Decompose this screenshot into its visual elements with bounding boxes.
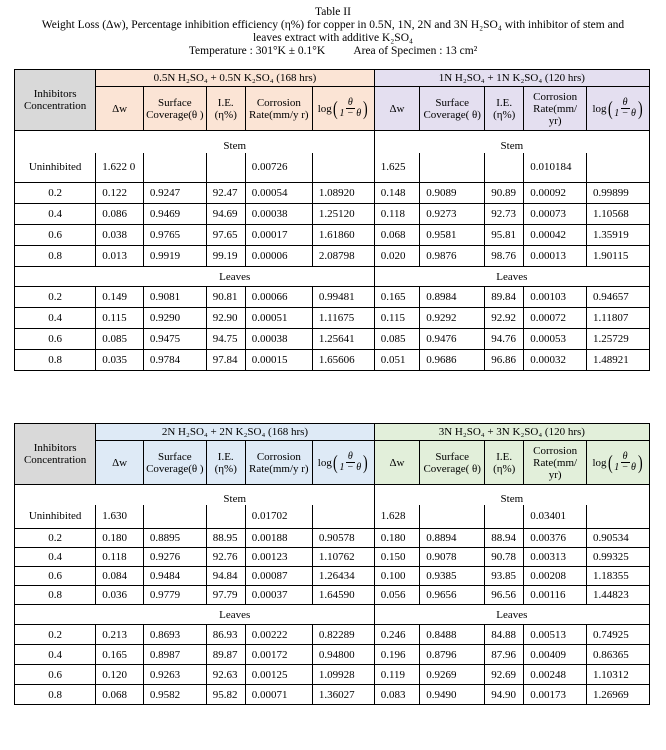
table-cell: 0.8 [15, 350, 96, 371]
table-cell: 0.00125 [245, 665, 312, 685]
table-row [15, 548, 650, 567]
log-header: log ( $\frac{\theta}{1 - \theta}$ ) [592, 97, 643, 120]
table-cell: 92.69 [485, 665, 524, 685]
caption-description: Weight Loss (Δw), Percentage inhibition efficiency (η%) for copper in 0.5N, 1N, 2N and 3N H₂SO₄ with inhibitor of stem and [41, 19, 625, 31]
caption-title: Table II [315, 6, 351, 18]
table-cell: 0.4 [15, 548, 96, 567]
table-cell: 0.00513 [524, 625, 587, 645]
table-cell: 0.00092 [524, 183, 587, 204]
table-cell: 97.79 [206, 586, 245, 605]
table-cell: 96.56 [485, 586, 524, 605]
table-cell: 94.75 [206, 329, 245, 350]
surface-coverage-header: Surface Coverage( θ) [420, 441, 485, 485]
table-row [15, 329, 650, 350]
table-cell: 1.10762 [312, 548, 374, 567]
table-cell: 0.068 [374, 225, 420, 246]
table-cell: 0.2 [15, 183, 96, 204]
table-cell: 1.35919 [587, 225, 650, 246]
table-cell: 92.92 [485, 308, 524, 329]
table-cell: 95.81 [485, 225, 524, 246]
table-cell: 92.47 [206, 183, 245, 204]
table-cell: 1.08920 [312, 183, 374, 204]
table-cell: 0.180 [96, 529, 144, 548]
table-cell: 95.82 [206, 685, 245, 705]
table-cell: 0.9919 [143, 246, 206, 267]
ie-header: I.E. (η%) [206, 87, 245, 131]
table-cell: 0.9765 [143, 225, 206, 246]
table-cell: 0.084 [96, 567, 144, 586]
table-cell: 0.74925 [587, 625, 650, 645]
table-row [15, 225, 650, 246]
corrosion-rate-header: Corrosion Rate(mm/y r) [245, 441, 312, 485]
corrosion-rate-header: Corrosion Rate(mm/ yr) [524, 87, 587, 131]
table-cell: 93.85 [485, 567, 524, 586]
table-cell: 0.94800 [312, 645, 374, 665]
table-cell: 0.2 [15, 529, 96, 548]
surface-coverage-header: Surface Coverage(θ ) [143, 87, 206, 131]
table-cell: 0.083 [374, 685, 420, 705]
table-cell: 0.00172 [245, 645, 312, 665]
table-cell: 1.64590 [312, 586, 374, 605]
uninhibited-label: Uninhibited [15, 153, 96, 183]
table-cell: 0.00017 [245, 225, 312, 246]
table-cell: 0.036 [96, 586, 144, 605]
table-cell: 0.00053 [524, 329, 587, 350]
table-row [15, 685, 650, 705]
dw-header: Δw [96, 87, 144, 131]
table-cell: 0.9469 [143, 204, 206, 225]
table-cell: 1.36027 [312, 685, 374, 705]
table-cell: 0.150 [374, 548, 420, 567]
table-cell: 0.00409 [524, 645, 587, 665]
table-cell: 0.035 [96, 350, 144, 371]
table-cell: 0.00038 [245, 204, 312, 225]
table-cell: 97.84 [206, 350, 245, 371]
table-cell: 1.18355 [587, 567, 650, 586]
table-cell: 1.10312 [587, 665, 650, 685]
table-cell: 0.9490 [420, 685, 485, 705]
table-row [15, 287, 650, 308]
table-cell: 0.00042 [524, 225, 587, 246]
left-condition-title: 2N H₂SO₄ + 2N K₂SO₄ (168 hrs) [96, 424, 374, 441]
inhibitors-header: Inhibitors Concentration [15, 424, 96, 485]
table-cell: 0.246 [374, 625, 420, 645]
table-cell: 0.9581 [420, 225, 485, 246]
table-cell: 0.148 [374, 183, 420, 204]
table-cell: 90.89 [485, 183, 524, 204]
table-cell: 0.4 [15, 204, 96, 225]
table-cell: 0.8796 [420, 645, 485, 665]
table-cell: 0.118 [374, 204, 420, 225]
right-condition-title: 1N H₂SO₄ + 1N K₂SO₄ (120 hrs) [374, 70, 649, 87]
caption-description-cont: leaves extract with additive K₂SO₄ [252, 32, 414, 44]
table-cell: 92.90 [206, 308, 245, 329]
table-cell: 94.76 [485, 329, 524, 350]
table-row [15, 665, 650, 685]
ie-header: I.E. (η%) [206, 441, 245, 485]
ie-header: I.E. (η%) [485, 441, 524, 485]
table-cell: 0.9081 [143, 287, 206, 308]
table-cell: 94.84 [206, 567, 245, 586]
table-cell: 0.120 [96, 665, 144, 685]
table-cell: 0.8693 [143, 625, 206, 645]
table-cell: 1.09928 [312, 665, 374, 685]
table-cell: 0.90578 [312, 529, 374, 548]
table-cell: 0.085 [96, 329, 144, 350]
table-cell: 0.00066 [245, 287, 312, 308]
table-cell: 0.86365 [587, 645, 650, 665]
table-cell: 88.94 [485, 529, 524, 548]
table-cell: 0.9273 [420, 204, 485, 225]
stem-section-label: Stem [96, 139, 374, 153]
table-cell: 0.6 [15, 567, 96, 586]
table-cell: 1.65606 [312, 350, 374, 371]
log-header: log ( $\frac{\theta}{1 - \theta}$ ) [592, 451, 643, 474]
table-cell: 0.9656 [420, 586, 485, 605]
table-row [15, 625, 650, 645]
table-cell: 0.00013 [524, 246, 587, 267]
table-cell: 90.81 [206, 287, 245, 308]
table-cell: 0.00313 [524, 548, 587, 567]
table-cell: 0.8 [15, 586, 96, 605]
table-row [15, 586, 650, 605]
table-cell: 0.00073 [524, 204, 587, 225]
ie-header: I.E. (η%) [485, 87, 524, 131]
table-cell: 0.038 [96, 225, 144, 246]
table-row [15, 567, 650, 586]
table-cell: 0.068 [96, 685, 144, 705]
table-cell: 0.00006 [245, 246, 312, 267]
table-cell: 0.2 [15, 287, 96, 308]
table-cell: 0.9263 [143, 665, 206, 685]
data-table-2 [14, 423, 650, 705]
table-cell: 1.25120 [312, 204, 374, 225]
table-cell: 0.00222 [245, 625, 312, 645]
data-table-1 [14, 69, 650, 371]
table-cell: 0.00188 [245, 529, 312, 548]
table-cell: 86.93 [206, 625, 245, 645]
table-cell: 0.213 [96, 625, 144, 645]
table-cell: 0.085 [374, 329, 420, 350]
table-cell: 0.8 [15, 685, 96, 705]
table-cell: 0.100 [374, 567, 420, 586]
dw-header: Δw [96, 441, 144, 485]
table-cell: 0.99899 [587, 183, 650, 204]
table-cell: 1.61860 [312, 225, 374, 246]
table-cell: 99.19 [206, 246, 245, 267]
stem-section-label: Stem [96, 493, 374, 505]
table-cell: 0.6 [15, 329, 96, 350]
surface-coverage-header: Surface Coverage( θ) [420, 87, 485, 131]
table-cell: 0.99325 [587, 548, 650, 567]
table-cell: 0.086 [96, 204, 144, 225]
table-cell: 0.00116 [524, 586, 587, 605]
table-cell: 0.00248 [524, 665, 587, 685]
table-cell: 0.8894 [420, 529, 485, 548]
table-cell: 98.76 [485, 246, 524, 267]
table-cell: 0.00726 [245, 153, 312, 183]
table-cell: 1.11807 [587, 308, 650, 329]
table-cell: 0.196 [374, 645, 420, 665]
leaves-section-label: Leaves [374, 267, 649, 287]
corrosion-rate-header: Corrosion Rate(mm/ yr) [524, 441, 587, 485]
surface-coverage-header: Surface Coverage(θ ) [143, 441, 206, 485]
table-cell: 92.76 [206, 548, 245, 567]
table-cell: 89.84 [485, 287, 524, 308]
table-cell: 0.9476 [420, 329, 485, 350]
table-cell: 0.9686 [420, 350, 485, 371]
table-cell: 0.9247 [143, 183, 206, 204]
table-cell: 84.88 [485, 625, 524, 645]
table-cell: 0.9475 [143, 329, 206, 350]
table-cell: 0.01702 [245, 505, 312, 529]
table-cell: 1.11675 [312, 308, 374, 329]
table-cell: 0.9290 [143, 308, 206, 329]
table-cell: 1.630 [96, 505, 144, 529]
table-cell: 0.115 [374, 308, 420, 329]
table-row [15, 308, 650, 329]
uninhibited-label: Uninhibited [15, 505, 96, 529]
table-cell: 0.9078 [420, 548, 485, 567]
dw-header: Δw [374, 441, 420, 485]
dw-header: Δw [374, 87, 420, 131]
table-cell: 0.00015 [245, 350, 312, 371]
table-cell: 0.9784 [143, 350, 206, 371]
table-cell: 0.00087 [245, 567, 312, 586]
table-row [15, 246, 650, 267]
table-cell: 0.180 [374, 529, 420, 548]
table-cell: 96.86 [485, 350, 524, 371]
log-header: log ( $\frac{\theta}{1 - \theta}$ ) [317, 451, 368, 474]
table-cell: 0.013 [96, 246, 144, 267]
table-cell: 89.87 [206, 645, 245, 665]
log-header: log ( $\frac{\theta}{1 - \theta}$ ) [317, 97, 368, 120]
table-cell: 94.90 [485, 685, 524, 705]
table-cell: 0.00032 [524, 350, 587, 371]
table-cell: 90.78 [485, 548, 524, 567]
table-cell: 0.8488 [420, 625, 485, 645]
table-cell: 1.26969 [587, 685, 650, 705]
table-cell: 0.9269 [420, 665, 485, 685]
table-cell: 1.10568 [587, 204, 650, 225]
table-cell: 0.9276 [143, 548, 206, 567]
table-cell: 0.8895 [143, 529, 206, 548]
table-cell: 94.69 [206, 204, 245, 225]
table-cell: 87.96 [485, 645, 524, 665]
table-row [15, 645, 650, 665]
table-row [15, 529, 650, 548]
table-cell: 0.165 [96, 645, 144, 665]
table-cell: 1.90115 [587, 246, 650, 267]
table-cell: 0.00173 [524, 685, 587, 705]
table-cell: 0.8984 [420, 287, 485, 308]
table-cell: 0.122 [96, 183, 144, 204]
table-cell: 0.165 [374, 287, 420, 308]
table-cell: 1.25641 [312, 329, 374, 350]
table-cell: 0.94657 [587, 287, 650, 308]
table-cell: 97.65 [206, 225, 245, 246]
stem-section-label: Stem [374, 139, 649, 153]
table-cell: 0.6 [15, 225, 96, 246]
table-cell: 1.44823 [587, 586, 650, 605]
stem-section-label: Stem [374, 493, 649, 505]
table-row [15, 204, 650, 225]
table-cell: 0.051 [374, 350, 420, 371]
table-cell: 0.118 [96, 548, 144, 567]
table-cell: 0.4 [15, 645, 96, 665]
table-cell: 92.63 [206, 665, 245, 685]
table-cell: 0.9582 [143, 685, 206, 705]
table-cell: 0.03401 [524, 505, 587, 529]
table-cell: 0.8 [15, 246, 96, 267]
table-cell: 0.00051 [245, 308, 312, 329]
table-row [15, 183, 650, 204]
table-cell: 2.08798 [312, 246, 374, 267]
table-cell: 0.9779 [143, 586, 206, 605]
table-cell: 1.628 [374, 505, 420, 529]
table-cell: 0.82289 [312, 625, 374, 645]
table-cell: 0.9292 [420, 308, 485, 329]
table-cell: 0.00071 [245, 685, 312, 705]
leaves-section-label: Leaves [96, 267, 374, 287]
table-cell: 0.9876 [420, 246, 485, 267]
table-cell: 0.020 [374, 246, 420, 267]
table-cell: 0.00072 [524, 308, 587, 329]
corrosion-rate-header: Corrosion Rate(mm/y r) [245, 87, 312, 131]
table-cell: 1.26434 [312, 567, 374, 586]
table-cell: 0.99481 [312, 287, 374, 308]
table-cell: 0.9385 [420, 567, 485, 586]
table-cell: 1.25729 [587, 329, 650, 350]
table-cell: 0.2 [15, 625, 96, 645]
table-cell: 0.8987 [143, 645, 206, 665]
table-cell: 0.149 [96, 287, 144, 308]
inhibitors-header: Inhibitors Concentration [15, 70, 96, 131]
table-row [15, 350, 650, 371]
right-condition-title: 3N H₂SO₄ + 3N K₂SO₄ (120 hrs) [374, 424, 649, 441]
table-cell: 0.4 [15, 308, 96, 329]
table-cell: 0.00208 [524, 567, 587, 586]
table-cell: 0.115 [96, 308, 144, 329]
leaves-section-label: Leaves [96, 605, 374, 625]
table-cell: 0.00038 [245, 329, 312, 350]
leaves-section-label: Leaves [374, 605, 649, 625]
caption-conditions: Temperature : 301°K ± 0.1°K Area of Specimen : 13 cm² [188, 45, 478, 57]
table-cell: 0.00123 [245, 548, 312, 567]
table-cell: 0.00054 [245, 183, 312, 204]
table-cell: 0.119 [374, 665, 420, 685]
table-cell: 0.010184 [524, 153, 587, 183]
left-condition-title: 0.5N H₂SO₄ + 0.5N K₂SO₄ (168 hrs) [96, 70, 374, 87]
table-cell: 1.48921 [587, 350, 650, 371]
table-cell: 88.95 [206, 529, 245, 548]
table-cell: 0.00103 [524, 287, 587, 308]
table-cell: 0.6 [15, 665, 96, 685]
table-cell: 92.73 [485, 204, 524, 225]
table-cell: 0.90534 [587, 529, 650, 548]
table-cell: 0.056 [374, 586, 420, 605]
table-cell: 1.622 0 [96, 153, 144, 183]
table-cell: 0.9484 [143, 567, 206, 586]
table-cell: 0.00037 [245, 586, 312, 605]
table-cell: 0.9089 [420, 183, 485, 204]
table-cell: 0.00376 [524, 529, 587, 548]
table-cell: 1.625 [374, 153, 420, 183]
table-caption [0, 0, 666, 58]
